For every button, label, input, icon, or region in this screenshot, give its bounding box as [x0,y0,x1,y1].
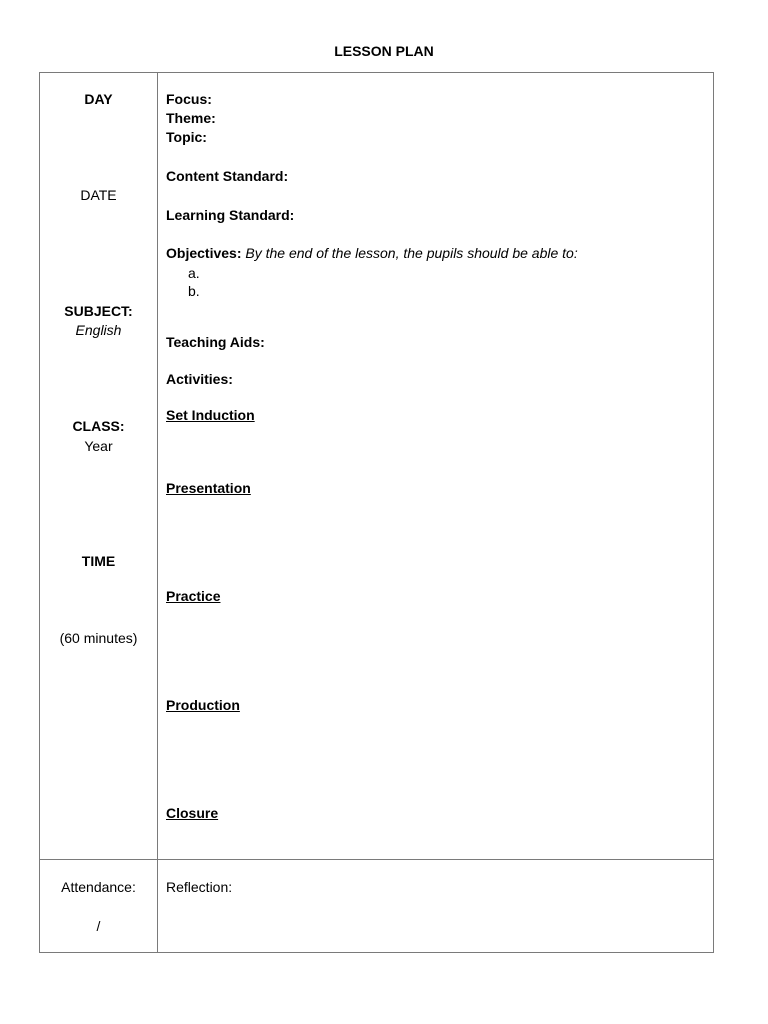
stage-practice: Practice [166,588,221,604]
class-value: Year [84,438,113,454]
stage-set-induction: Set Induction [166,407,255,423]
objectives-label: Objectives: [166,245,242,261]
activities-label: Activities: [166,371,233,387]
time-label: TIME [81,553,116,569]
reflection-label: Reflection: [166,879,233,895]
subject-value: English [75,322,122,338]
focus-label: Focus: [166,91,212,107]
class-label: CLASS: [72,418,125,434]
objectives-line [166,244,578,263]
subject-label: SUBJECT: [64,303,133,319]
attendance-value: / [96,918,101,934]
teaching-aids-label: Teaching Aids: [166,334,265,350]
objective-item-a: a. [188,265,200,281]
content-standard-label: Content Standard: [166,168,289,184]
objective-item-b: b. [188,283,200,299]
date-label: DATE [80,187,117,203]
column-divider [157,72,158,953]
theme-label: Theme: [166,110,216,126]
stage-closure: Closure [166,805,219,821]
attendance-label: Attendance: [61,879,136,895]
stage-presentation: Presentation [166,480,251,496]
stage-production: Production [166,697,240,713]
document-title: LESSON PLAN [334,43,434,59]
topic-label: Topic: [166,129,207,145]
footer-divider [39,859,714,860]
duration-value: (60 minutes) [59,630,138,646]
day-label: DAY [84,91,113,107]
learning-standard-label: Learning Standard: [166,207,295,223]
objectives-text: By the end of the lesson, the pupils should be able to: [245,245,578,261]
